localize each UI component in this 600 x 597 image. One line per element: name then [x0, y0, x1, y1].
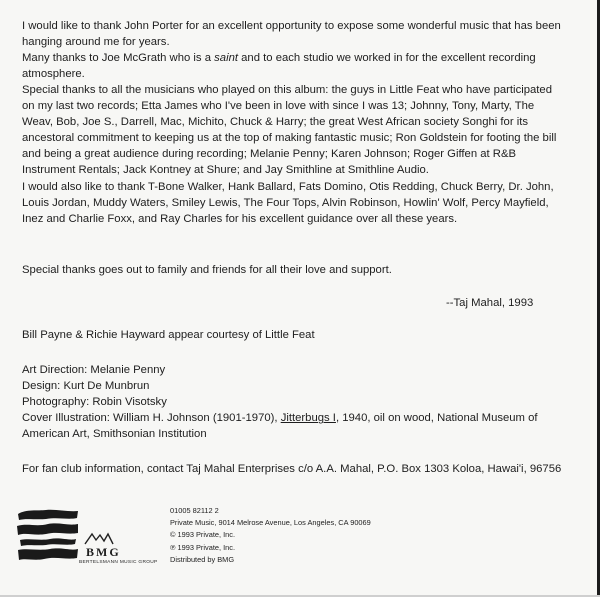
- copyright-line: © 1993 Private, Inc.: [170, 530, 236, 540]
- text-line: Special thanks to all the musicians who played on this album: the guys in Little Feat who have participated: [22, 84, 552, 96]
- text-line: Louis Jordan, Muddy Waters, Smiley Lewis, The Four Tops, Alvin Robinson, Howlin' Wolf, Percy Mayfield,: [22, 197, 549, 210]
- text-line: [22, 50, 582, 66]
- text-fragment: Cover Illustration: William H. Johnson (1901-1970),: [22, 412, 281, 425]
- text-line: atmosphere.: [22, 68, 85, 81]
- text-line: For fan club information, contact Taj Mahal Enterprises c/o A.A. Mahal, P.O. Box 1303 Koloa, Hawai'i, 96756: [22, 463, 562, 475]
- label-address: Private Music, 9014 Melrose Avenue, Los Angeles, CA 90069: [170, 518, 371, 528]
- family-thanks-paragraph: [22, 262, 582, 278]
- private-music-logo-icon: [16, 508, 80, 566]
- thanks-mcgrath-paragraph: [22, 50, 582, 82]
- text-line: and being a great audience during recording; Melanie Penny; Karen Johnson; Roger Giffen at R&B: [22, 148, 517, 161]
- text-line: Special thanks goes out to family and friends for all their love and support.: [22, 264, 392, 276]
- text-line: I would also like to thank T-Bone Walker, Hank Ballard, Fats Domino, Otis Redding, Chuck Berry, Dr. John,: [22, 181, 554, 193]
- italic-word: saint: [214, 52, 239, 64]
- signature: --Taj Mahal, 1993: [446, 297, 534, 309]
- text-line: Weav, Bob, Joe S., Darrell, Mac, Michito, Chuck & Harry; the great West African society Songhi for its: [22, 116, 529, 129]
- design-credit: Design: Kurt De Munbrun: [22, 380, 150, 393]
- text-fragment: , 1940, oil on wood, National Museum of: [335, 412, 538, 425]
- bmg-logo-subtext: BERTELSMANN MUSIC GROUP: [79, 560, 158, 565]
- text-fragment: Many thanks to Joe McGrath who is a: [22, 52, 215, 64]
- courtesy-note: [22, 327, 315, 343]
- legal-info: [170, 505, 371, 566]
- catalog-number: 01005 82112 2: [170, 506, 219, 515]
- influences-thanks-paragraph: [22, 179, 582, 227]
- credits-block: [22, 362, 538, 442]
- musicians-thanks-paragraph: [22, 82, 582, 179]
- bmg-logo-text: BMG: [86, 545, 121, 559]
- text-line: on my last two records; Etta James who I've been in love with since I was 13; Johnny, Tony, Marty, The: [22, 100, 535, 113]
- cover-illustration-credit: [22, 410, 538, 426]
- text-line: I would like to thank John Porter for an excellent opportunity to expose some wonderful music that has been: [22, 20, 561, 32]
- text-line: Instrument Rentals; Jack Kontney at Shure; and Jay Smithline at Smithline Audio.: [22, 164, 429, 177]
- thanks-porter-paragraph: [22, 18, 582, 50]
- fan-club-info: [22, 461, 561, 477]
- text-fragment: and to each studio we worked in for the excellent recording: [238, 52, 536, 64]
- text-line: Inez and Charlie Foxx, and Ray Charles for his excellent guidance over all these years.: [22, 213, 458, 226]
- artwork-title: Jitterbugs I: [280, 412, 336, 425]
- text-line: hanging around me for years.: [22, 36, 170, 49]
- photography-credit: Photography: Robin Visotsky: [22, 396, 167, 409]
- distribution-line: Distributed by BMG: [170, 554, 235, 564]
- bmg-logo-icon: [84, 532, 114, 546]
- cover-illustration-credit-continued: American Art, Smithsonian Institution: [22, 428, 207, 441]
- text-line: ancestoral commitment to keeping us at the top of making fantastic music; Ron Goldstein for footing the bill: [22, 132, 557, 145]
- phonogram-line: ℗ 1993 Private, Inc.: [170, 542, 236, 552]
- text-line: Bill Payne & Richie Hayward appear courtesy of Little Feat: [22, 329, 315, 341]
- art-direction-credit: Art Direction: Melanie Penny: [22, 364, 166, 376]
